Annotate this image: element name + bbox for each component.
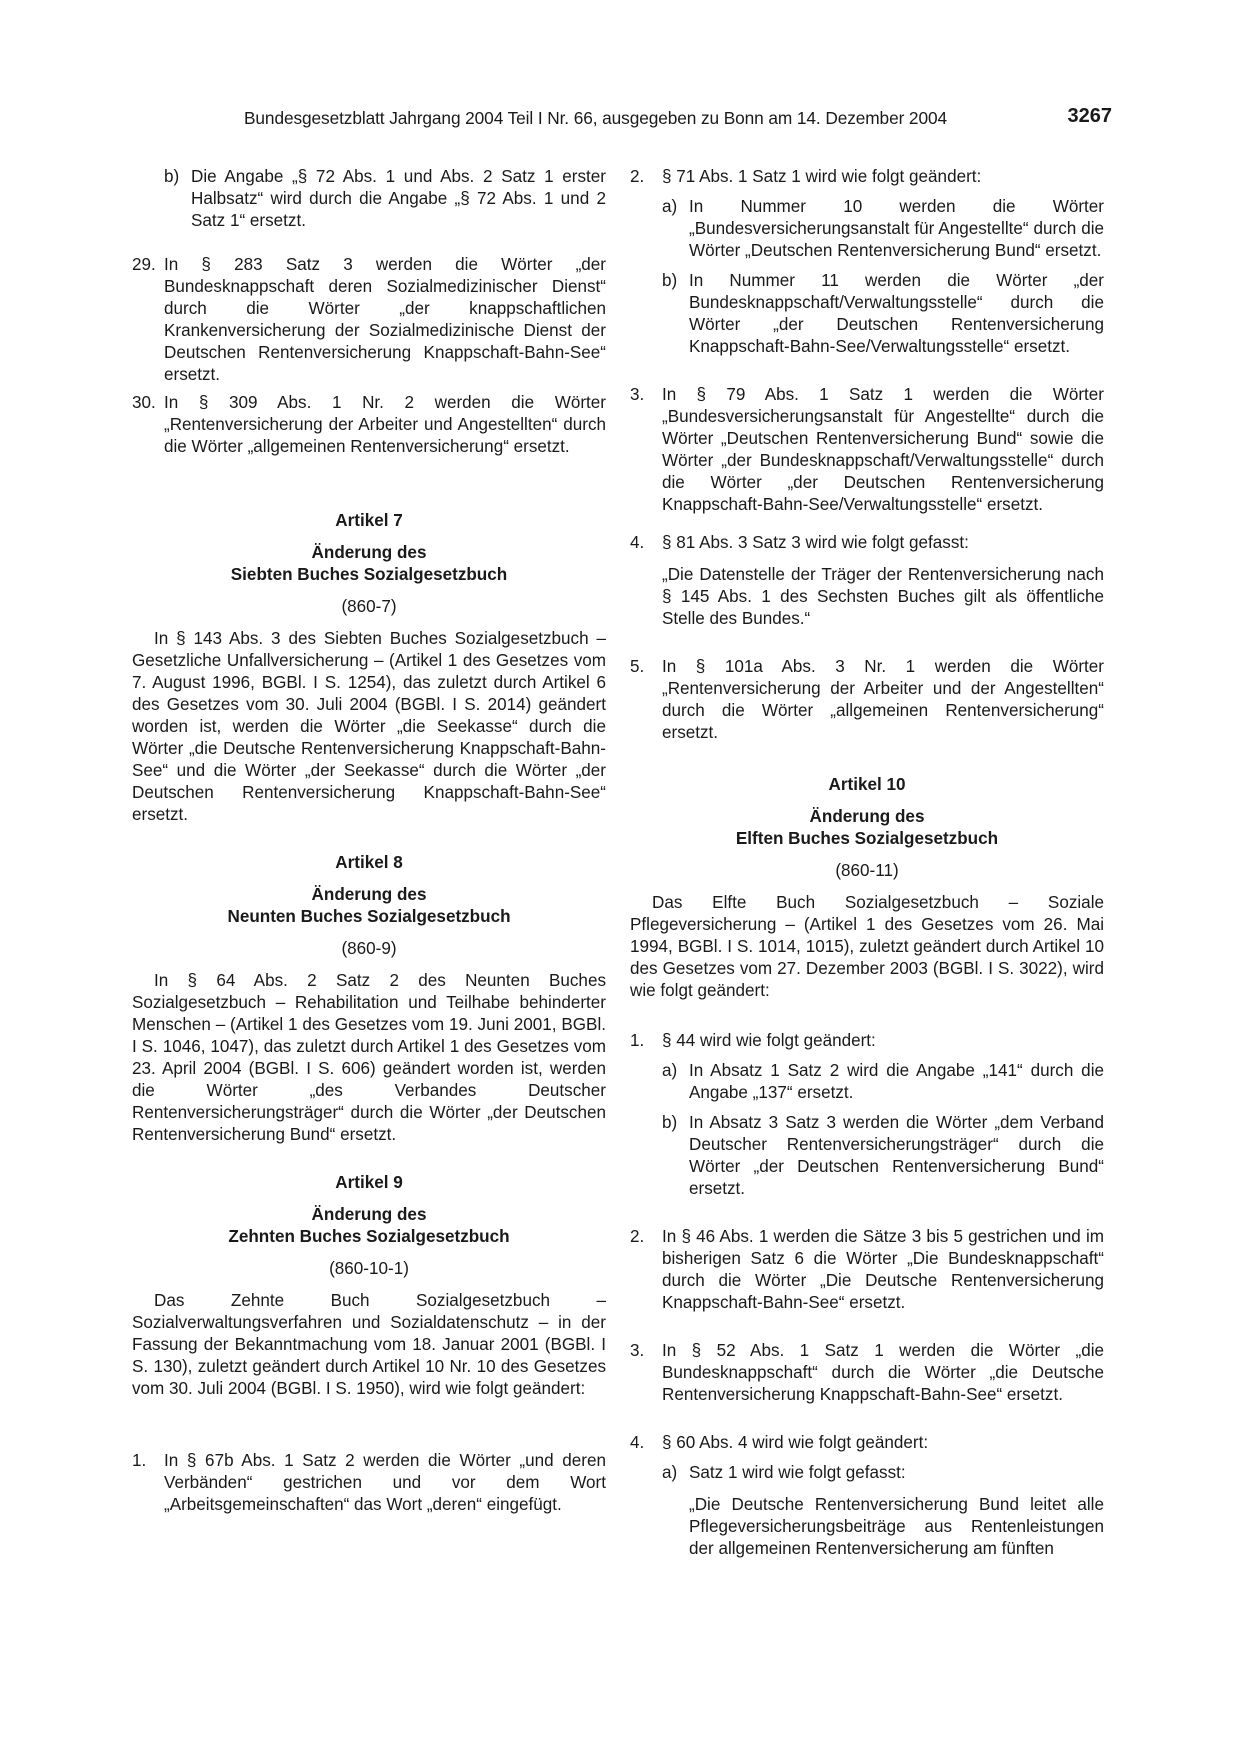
list-marker: 30. (132, 393, 156, 412)
list-item-4 (630, 532, 1104, 554)
article-7-body: In § 143 Abs. 3 des Siebten Buches Sozialgesetzbuch – Gesetzliche Unfallversicherung – (Artikel 1 des Gesetzes vom 7. August 1996, BGBl. I S. 1254), das zuletzt durch Artikel 6 des Gesetzes vom 30. Juli 2004 (BGBl. I S. 2014) geändert worden ist, werden die Wörter „die Seekasse“ durch die Wörter „die Deutsche Rentenversicherung Knappschaft-Bahn-See“ und die Wörter „der Seekasse“ durch die Wörter „der Deutschen Rentenversicherung Knappschaft-Bahn-See“ ersetzt. (132, 629, 606, 824)
list-marker: a) (662, 1061, 678, 1080)
list-item-text: In § 46 Abs. 1 werden die Sätze 3 bis 5 gestrichen und im bisherigen Satz 6 die Wörter „Die Bundesknappschaft“ durch die Wörter „Die Deutsche Rentenversicherung Knappschaft-Bahn-See“ ersetzt. (662, 1227, 1104, 1312)
list-item-text: In § 52 Abs. 1 Satz 1 werden die Wörter „die Bundesknappschaft“ durch die Wörter „die Deutsche Rentenversicherung Knappschaft-Bahn-See“ ersetzt. (662, 1341, 1104, 1404)
list-item-5 (630, 656, 1104, 742)
list-item-text: In § 283 Satz 3 werden die Wörter „der Bundesknappschaft deren Sozialmedizinischer Dienst“ durch die Wörter „der knappschaftlichen Krankenversicherung der Sozialmedizinische Dienst der Deutschen Rentenversicherung Knappschaft-Bahn-See“ ersetzt. (164, 255, 606, 384)
article-7-heading-line2: Siebten Buches Sozialgesetzbuch (230, 565, 508, 584)
list-item-text: In § 67b Abs. 1 Satz 2 werden die Wörter „und deren Verbänden“ gestrichen und vor dem Wort „Arbeitsgemeinschaften“ das Wort „deren“ eingefügt. (164, 1451, 606, 1514)
article-7-title: Artikel 7 (335, 511, 403, 530)
list-marker: b) (164, 167, 180, 186)
list-item-text: In Nummer 10 werden die Wörter „Bundesversicherungsanstalt für Angestellte“ durch die Wörter „Deutschen Rentenversicherung Bund“ ersetzt. (689, 197, 1104, 260)
list-item-b (132, 166, 606, 232)
article-9-heading-line2: Zehnten Buches Sozialgesetzbuch (228, 1227, 510, 1246)
article-10-item-1a (630, 1060, 1104, 1104)
article-7-code: (860-7) (341, 597, 397, 616)
list-item-30 (132, 392, 606, 458)
list-item-text: Die Angabe „§ 72 Abs. 1 und Abs. 2 Satz 1 erster Halbsatz“ wird durch die Angabe „§ 72 Abs. 1 und 2 Satz 1“ ersetzt. (191, 167, 606, 230)
list-item-29 (132, 254, 606, 384)
list-item-2a (630, 196, 1104, 262)
list-marker: 4. (630, 1433, 645, 1452)
article-10-body: Das Elfte Buch Sozialgesetzbuch – Soziale Pflegeversicherung – (Artikel 1 des Gesetzes vom 26. Mai 1994, BGBl. I S. 1014, 1015), zuletzt geändert durch Artikel 10 des Gesetzes vom 27. Dezember 2003 (BGBl. I S. 3022), wird wie folgt geändert: (630, 893, 1104, 1000)
list-marker: b) (662, 271, 678, 290)
list-marker: 1. (132, 1451, 147, 1470)
article-10-item-1 (630, 1030, 1104, 1052)
article-10-title: Artikel 10 (828, 775, 906, 794)
list-marker: 4. (630, 533, 645, 552)
list-item-text: In Absatz 3 Satz 3 werden die Wörter „dem Verband Deutscher Rentenversicherungsträger“ durch die Wörter „der Deutschen Rentenversicherung Bund“ ersetzt. (689, 1113, 1104, 1198)
list-marker: 1. (630, 1031, 645, 1050)
article-9-item-1 (132, 1450, 606, 1516)
right-column (630, 166, 1104, 1560)
list-item-2 (630, 166, 1104, 188)
list-marker: 5. (630, 657, 645, 676)
article-10-item-3 (630, 1340, 1104, 1406)
list-item-text: § 60 Abs. 4 wird wie folgt geändert: (662, 1433, 929, 1452)
list-item-text: § 81 Abs. 3 Satz 3 wird wie folgt gefasst: (662, 533, 969, 552)
list-marker: 29. (132, 255, 156, 274)
article-10-item-4 (630, 1432, 1104, 1454)
list-item-text: In Nummer 11 werden die Wörter „der Bundesknappschaft/Verwaltungsstelle“ durch die Wörter „der Deutschen Rentenversicherung Knappschaft-Bahn-See/Verwaltungsstelle“ ersetzt. (689, 271, 1104, 356)
article-8-heading-line2: Neunten Buches Sozialgesetzbuch (227, 907, 511, 926)
article-8-code: (860-9) (341, 939, 397, 958)
list-item-text: In § 79 Abs. 1 Satz 1 werden die Wörter „Bundesversicherungsanstalt für Angestellte“ durch die Wörter „Deutschen Rentenversicherung Bund“ sowie die Wörter „der Bundesknappschaft/Verwaltungsstelle“ durch die Wörter „der Deutschen Rentenversicherung Knappschaft-Bahn-See/Verwaltungsstelle“ ersetzt. (662, 385, 1104, 514)
article-7-heading-line1: Änderung des (311, 543, 427, 562)
list-item-text: In § 309 Abs. 1 Nr. 2 werden die Wörter „Rentenversicherung der Arbeiter und Angestellten“ durch die Wörter „allgemeinen Rentenversicherung“ ersetzt. (164, 393, 606, 456)
article-9-title: Artikel 9 (335, 1173, 403, 1192)
article-10-item-4a (630, 1462, 1104, 1484)
article-10-item-4-quote: „Die Deutsche Rentenversicherung Bund leitet alle Pflegeversicherungsbeiträge aus Rentenleistungen der allgemeinen Rentenversicherung am fünften (689, 1495, 1104, 1558)
list-item-text: In § 101a Abs. 3 Nr. 1 werden die Wörter „Rentenversicherung der Arbeiter und der Angestellten“ durch die Wörter „allgemeinen Rentenversicherung“ ersetzt. (662, 657, 1104, 742)
list-marker: 3. (630, 1341, 645, 1360)
list-item-4-quote: „Die Datenstelle der Träger der Rentenversicherung nach § 145 Abs. 1 des Sechsten Buches gilt als öffentliche Stelle des Bundes.“ (662, 565, 1104, 628)
left-column (132, 166, 606, 1516)
page-number: 3267 (1067, 105, 1112, 127)
article-8-title: Artikel 8 (335, 853, 403, 872)
list-item-2b (630, 270, 1104, 358)
article-10-item-2 (630, 1226, 1104, 1314)
list-marker: 3. (630, 385, 645, 404)
article-8-heading-line1: Änderung des (311, 885, 427, 904)
running-header (244, 105, 1112, 134)
article-10-code: (860-11) (835, 861, 899, 880)
list-marker: 2. (630, 167, 645, 186)
article-9-heading-line1: Änderung des (311, 1205, 427, 1224)
article-8-body: In § 64 Abs. 2 Satz 2 des Neunten Buches Sozialgesetzbuch – Rehabilitation und Teilhabe behinderter Menschen – (Artikel 1 des Gesetzes vom 19. Juni 2001, BGBl. I S. 1046, 1047), das zuletzt durch Artikel 1 des Gesetzes vom 23. April 2004 (BGBl. I S. 606) geändert worden ist, werden die Wörter „des Verbandes Deutscher Rentenversicherungsträger“ durch die Wörter „der Deutschen Rentenversicherung Bund“ ersetzt. (132, 971, 606, 1144)
list-marker: b) (662, 1113, 678, 1132)
article-9-body: Das Zehnte Buch Sozialgesetzbuch – Sozialverwaltungsverfahren und Sozialdatenschutz – in der Fassung der Bekanntmachung vom 18. Januar 2001 (BGBl. I S. 130), zuletzt geändert durch Artikel 10 Nr. 10 des Gesetzes vom 30. Juli 2004 (BGBl. I S. 1950), wird wie folgt geändert: (132, 1291, 606, 1398)
list-item-text: In Absatz 1 Satz 2 wird die Angabe „141“ durch die Angabe „137“ ersetzt. (689, 1061, 1104, 1102)
article-10-heading-line2: Elften Buches Sozialgesetzbuch (735, 829, 999, 848)
list-item-text: § 44 wird wie folgt geändert: (662, 1031, 876, 1050)
article-9-code: (860-10-1) (329, 1259, 409, 1278)
list-marker: a) (662, 197, 678, 216)
list-marker: a) (662, 1463, 678, 1482)
list-item-text: § 71 Abs. 1 Satz 1 wird wie folgt geändert: (662, 167, 982, 186)
article-10-item-1b (630, 1112, 1104, 1200)
list-item-3 (630, 384, 1104, 516)
list-marker: 2. (630, 1227, 645, 1246)
running-title: Bundesgesetzblatt Jahrgang 2004 Teil I Nr. 66, ausgegeben zu Bonn am 14. Dezember 2004 (244, 108, 947, 128)
list-item-text: Satz 1 wird wie folgt gefasst: (689, 1463, 906, 1482)
article-10-heading-line1: Änderung des (809, 807, 925, 826)
